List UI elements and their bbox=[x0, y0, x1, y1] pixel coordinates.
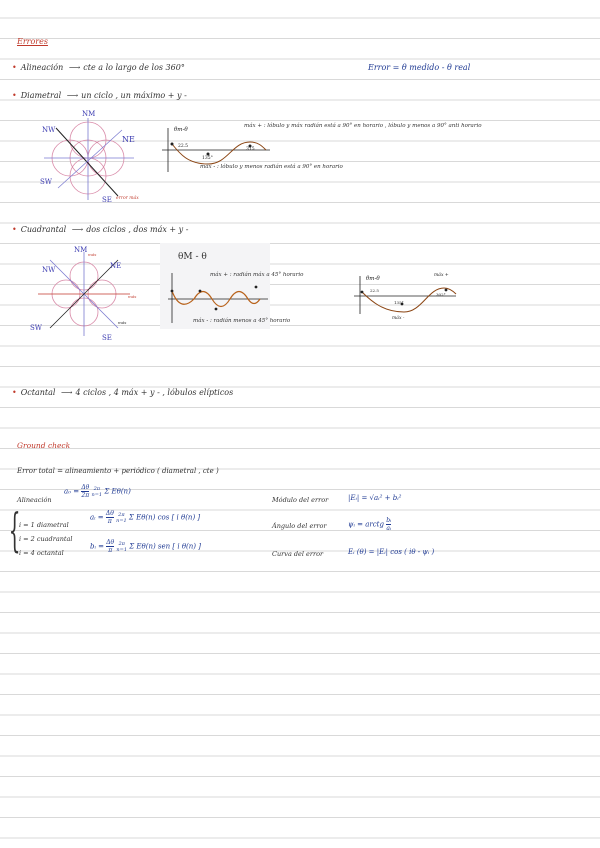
graph-y-label: θm-θ bbox=[174, 127, 188, 133]
compass-bottom-right: máx bbox=[118, 320, 127, 325]
bullet-alineacion bbox=[12, 63, 185, 72]
angulo-lhs: ψᵢ = arctg bbox=[348, 520, 384, 529]
arrow-icon: ⟶ bbox=[60, 388, 73, 397]
ai-formula bbox=[90, 510, 200, 525]
bullet-desc: cte a lo largo de los 360° bbox=[83, 63, 185, 72]
quick-check-title: Ground check bbox=[17, 441, 71, 450]
arrow-icon: ⟶ bbox=[66, 91, 79, 100]
bi-sum-bot: n=1 bbox=[116, 546, 127, 553]
graph-mark-c: 315 bbox=[246, 147, 255, 152]
a0-frac bbox=[81, 484, 89, 499]
a0-frac-d: 2π bbox=[81, 492, 90, 499]
graph2-title: θM - θ bbox=[178, 252, 207, 262]
bullet-cuadrantal bbox=[12, 225, 188, 234]
a0-lhs: a₀ = bbox=[64, 487, 80, 496]
small-graph-max-pos: máx + bbox=[434, 273, 449, 278]
i4-label: i = 4 octantal bbox=[19, 549, 64, 557]
ai-rhs: Σ Eθ(n) cos [ i θ(n) ] bbox=[128, 513, 201, 522]
curva-formula: Eᵢ (θ) = |Eᵢ| cos ( iθ - ψᵢ ) bbox=[348, 548, 435, 556]
graph-mark-b: 135° bbox=[202, 156, 213, 161]
bullet-diametral bbox=[12, 91, 187, 100]
a0-sum-bot: n=1 bbox=[91, 491, 103, 498]
compass-nw: NW bbox=[42, 266, 56, 274]
a0-sum-limits bbox=[92, 486, 103, 498]
compass-nw: NW bbox=[42, 126, 56, 134]
note-max-neg: máx - : lóbulo y menos radián está a 90° en horario bbox=[200, 164, 343, 170]
compass-ne: NE bbox=[110, 262, 122, 270]
quick-check-line: Error total = alineamiento + periódico ( diametral , cte ) bbox=[17, 467, 219, 475]
bullet-dot: • bbox=[12, 225, 17, 234]
note2-max-pos: máx + : radián máx a 45° horario bbox=[210, 272, 304, 278]
arrow-icon: ⟶ bbox=[68, 63, 81, 72]
small-graph-max-neg: máx - bbox=[392, 316, 405, 321]
alineacion-label: Alineación bbox=[17, 496, 52, 504]
ai-sum-top: 2π bbox=[118, 511, 125, 518]
a0-formula bbox=[64, 484, 131, 499]
compass-ne: NE bbox=[122, 135, 135, 144]
bi-frac bbox=[106, 539, 114, 554]
angulo-label: Ángulo del error bbox=[272, 522, 327, 530]
a0-rhs: Σ Eθ(n) bbox=[104, 487, 131, 496]
note-max-pos: máx + : lóbulo y máx radián está a 90° en horario , lóbulo y menos a 90° anti horario bbox=[244, 123, 482, 129]
bullet-term: Diametral bbox=[20, 91, 62, 100]
max-error-label: error máx bbox=[116, 196, 139, 201]
cuadrantal-compass-diagram bbox=[22, 242, 142, 342]
ai-lhs: aᵢ = bbox=[90, 513, 104, 522]
bi-frac-d: π bbox=[108, 547, 113, 554]
modulo-formula: |Eᵢ| = √aᵢ² + bᵢ² bbox=[348, 494, 402, 502]
bi-frac-n: Δθ bbox=[106, 539, 115, 546]
compass-right: máx bbox=[128, 294, 137, 299]
i2-label: i = 2 cuadrantal bbox=[19, 535, 73, 543]
note2-max-neg: máx - : radián menos a 45° horario bbox=[193, 318, 291, 324]
ai-sum-bot: n=1 bbox=[116, 517, 127, 524]
small-graph-mark-c: 302° bbox=[436, 292, 446, 297]
angulo-formula bbox=[348, 517, 391, 532]
angulo-frac-n: bᵢ bbox=[386, 517, 392, 524]
bullet-desc: un ciclo , un máximo + y - bbox=[81, 91, 187, 100]
compass-n-sub: máx bbox=[88, 252, 97, 257]
bullet-octantal bbox=[12, 388, 233, 397]
section-title: Errores bbox=[17, 37, 48, 46]
cuadrantal-small-graph bbox=[350, 272, 460, 322]
bullet-dot: • bbox=[12, 91, 17, 100]
compass-n: NM bbox=[74, 246, 88, 254]
compass-sw: SW bbox=[40, 178, 52, 186]
bullet-term: Cuadrantal bbox=[20, 225, 67, 234]
ai-frac bbox=[106, 510, 114, 525]
error-formula: Error = θ medido - θ real bbox=[368, 63, 471, 72]
bi-rhs: Σ Eθ(n) sen [ i θ(n) ] bbox=[129, 542, 201, 551]
bullet-desc: 4 ciclos , 4 máx + y - , lóbulos elípticos bbox=[75, 388, 234, 397]
ai-sum-limits bbox=[116, 512, 127, 524]
modulo-label: Módulo del error bbox=[272, 496, 329, 504]
bi-lhs: bᵢ = bbox=[90, 542, 104, 551]
diametral-error-graph bbox=[158, 120, 278, 180]
angulo-frac-d: aᵢ bbox=[386, 525, 392, 532]
small-graph-mark-b: 135° bbox=[394, 300, 404, 305]
arrow-icon: ⟶ bbox=[71, 225, 84, 234]
bullet-term: Alineación bbox=[20, 63, 64, 72]
ai-frac-n: Δθ bbox=[105, 510, 114, 517]
bullet-term: Octantal bbox=[20, 388, 56, 397]
i1-label: i = 1 diametral bbox=[19, 521, 69, 529]
graph-mark-a: 22.5 bbox=[178, 144, 189, 149]
ai-frac-d: π bbox=[107, 518, 112, 525]
bi-sum-top: 2π bbox=[118, 540, 125, 547]
left-brace: { bbox=[8, 503, 21, 557]
a0-frac-n: Δθ bbox=[81, 484, 90, 491]
angulo-frac bbox=[386, 517, 391, 532]
curva-label: Curva del error bbox=[272, 550, 324, 558]
diametral-compass-diagram bbox=[30, 108, 150, 208]
bullet-dot: • bbox=[12, 63, 17, 72]
compass-sw: SW bbox=[30, 324, 42, 332]
bi-formula bbox=[90, 539, 201, 554]
bullet-desc: dos ciclos , dos máx + y - bbox=[86, 225, 189, 234]
a0-sum-top: 2π bbox=[93, 485, 101, 492]
bullet-dot: • bbox=[12, 388, 17, 397]
compass-n: NM bbox=[82, 110, 96, 118]
cuadrantal-error-graph bbox=[160, 243, 270, 329]
small-graph-y-label: θm-θ bbox=[366, 276, 380, 282]
bi-sum-limits bbox=[116, 541, 127, 553]
compass-se: SE bbox=[102, 334, 112, 342]
compass-se: SE bbox=[102, 196, 112, 204]
small-graph-mark-a: 22.5 bbox=[370, 288, 379, 293]
